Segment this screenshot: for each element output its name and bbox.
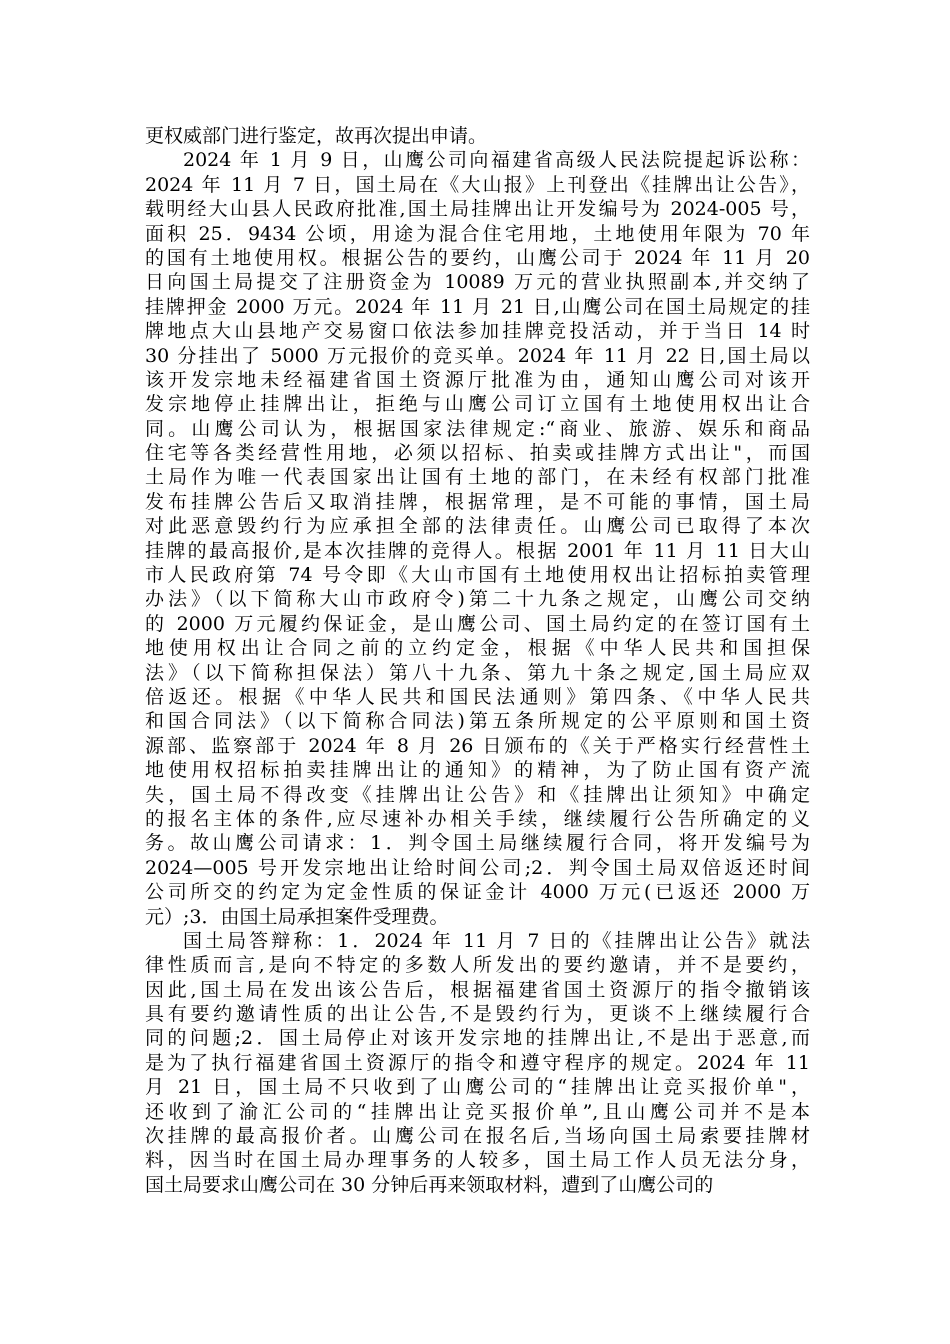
text-line: 牌地点大山县地产交易窗口依法参加挂牌竞投活动，并于当日 14 时 (145, 320, 810, 343)
text-line: 和国合同法》（以下简称合同法)第五条所规定的公平原则和国土资 (145, 710, 810, 733)
text-line: 挂牌的最高报价,是本次挂牌的竞得人。根据 2001 年 11 月 11 日大山 (145, 539, 810, 562)
text-line: 地使用权招标拍卖挂牌出让的通知》的精神，为了防止国有资产流 (145, 759, 810, 782)
text-line: 因此,国土局在发出该公告后，根据福建省国土资源厅的指令撤销该 (145, 978, 810, 1001)
paragraph (145, 148, 810, 929)
text-line: 是为了执行福建省国土资源厅的指令和遵守程序的规定。2024 年 11 (145, 1051, 810, 1074)
text-line: 月 21 日，国土局不只收到了山鹰公司的“挂牌出让竞买报价单"， (145, 1076, 810, 1099)
text-line: 律性质而言,是向不特定的多数人所发出的要约邀请，并不是要约， (145, 954, 810, 977)
text-line: 元）;3．由国土局承担案件受理费。 (145, 905, 449, 928)
text-line: 对此恶意毁约行为应承担全部的法律责任。山鹰公司已取得了本次 (145, 515, 810, 538)
text-line: 2024 年 1 月 9 日，山鹰公司向福建省高级人民法院提起诉讼称： (183, 149, 810, 172)
text-line: 地使用权出让合同之前的立约定金，根据《中华人民共和国担保 (145, 637, 810, 660)
text-line: 日向国土局提交了注册资金为 10089 万元的营业执照副本,并交纳了 (145, 271, 810, 294)
text-line: 法》（以下简称担保法）第八十九条、第九十条之规定,国土局应双 (145, 661, 810, 684)
text-line: 同。山鹰公司认为，根据国家法律规定:“商业、旅游、娱乐和商品 (145, 417, 810, 440)
text-line: 30 分挂出了 5000 万元报价的竞买单。2024 年 11 月 22 日,国土局以 (145, 344, 810, 367)
text-line: 载明经大山县人民政府批准,国土局挂牌出让开发编号为 2024-005 号， (145, 198, 810, 221)
text-line: 的 2000 万元履约保证金，是山鹰公司、国土局约定的在签订国有土 (145, 612, 810, 635)
text-line: 更权威部门进行鉴定，故再次提出申请。 (145, 125, 488, 147)
text-line: 国土局要求山鹰公司在 30 分钟后再来领取材料，遭到了山鹰公司的 (145, 1173, 714, 1196)
text-line: 的报名主体的条件,应尽速补办相关手续，继续履行公告所确定的义 (145, 807, 810, 830)
text-line: 市人民政府第 74 号令即《大山市国有土地使用权出让招标拍卖管理 (145, 564, 810, 587)
text-line: 同的问题;2．国土局停止对该开发宗地的挂牌出让,不是出于恶意,而 (145, 1027, 810, 1050)
text-line: 源部、监察部于 2024 年 8 月 26 日颁布的《关于严格实行经营性土 (145, 734, 810, 757)
text-line: 倍返还。根据《中华人民共和国民法通则》第四条、《中华人民共 (145, 685, 810, 708)
paragraph (145, 124, 810, 148)
text-line: 公司所交的约定为定金性质的保证金计 4000 万元(已返还 2000 万 (145, 881, 810, 904)
text-line: 2024 年 11 月 7 日，国土局在《大山报》上刊登出《挂牌出让公告》， (145, 173, 810, 196)
paragraph (145, 929, 810, 1197)
text-line: 失，国土局不得改变《挂牌出让公告》和《挂牌出让须知》中确定 (145, 783, 810, 806)
text-line: 2024—005 号开发宗地出让给时间公司;2．判令国土局双倍返还时间 (145, 856, 810, 879)
text-line: 的国有土地使用权。根据公告的要约，山鹰公司于 2024 年 11 月 20 (145, 246, 810, 269)
text-line: 还收到了渝汇公司的“挂牌出让竞买报价单”,且山鹰公司并不是本 (145, 1100, 810, 1123)
text-line: 国土局答辩称：1．2024 年 11 月 7 日的《挂牌出让公告》就法 (183, 929, 810, 952)
text-line: 发宗地停止挂牌出让，拒绝与山鹰公司订立国有土地使用权出让合 (145, 393, 810, 416)
text-line: 次挂牌的最高报价者。山鹰公司在报名后,当场向国土局索要挂牌材 (145, 1125, 810, 1148)
text-line: 挂牌押金 2000 万元。2024 年 11 月 21 日,山鹰公司在国土局规定的挂 (145, 295, 810, 318)
document-page (145, 124, 810, 1197)
text-line: 料，因当时在国土局办理事务的人较多，国土局工作人员无法分身， (145, 1149, 810, 1172)
text-line: 住宅等各类经营性用地，必须以招标、拍卖或挂牌方式出让"，而国 (145, 442, 810, 465)
text-line: 土局作为唯一代表国家出让国有土地的部门，在未经有权部门批准 (145, 466, 810, 489)
text-line: 办法》（以下简称大山市政府令)第二十九条之规定，山鹰公司交纳 (145, 588, 810, 611)
text-line: 务。故山鹰公司请求：1．判令国土局继续履行合同，将开发编号为 (145, 832, 810, 855)
text-line: 具有要约邀请性质的出让公告,不是毁约行为，更谈不上继续履行合 (145, 1003, 810, 1026)
text-line: 该开发宗地未经福建省国土资源厅批准为由，通知山鹰公司对该开 (145, 368, 810, 391)
text-line: 发布挂牌公告后又取消挂牌，根据常理，是不可能的事情，国土局 (145, 490, 810, 513)
text-line: 面积 25．9434 公顷，用途为混合住宅用地，土地使用年限为 70 年 (145, 222, 810, 245)
